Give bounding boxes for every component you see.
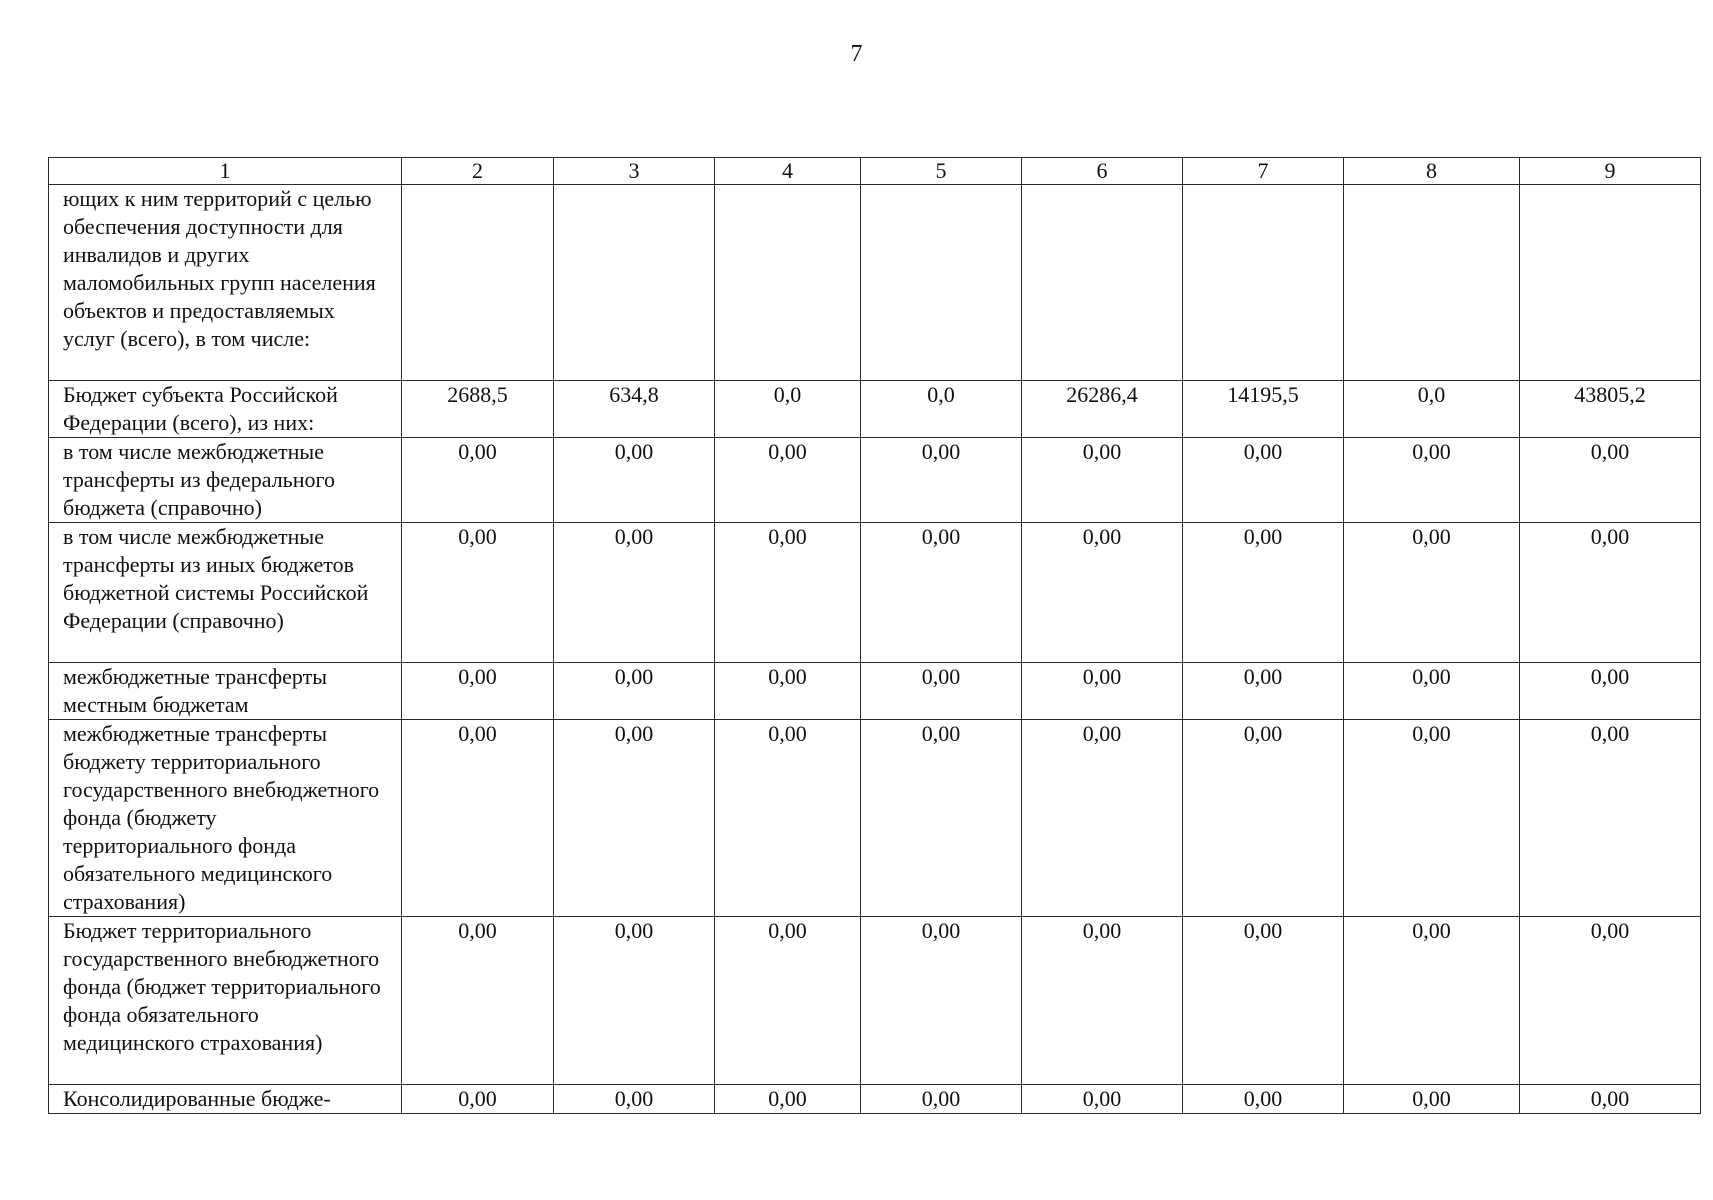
table-cell: 0,00: [861, 720, 1022, 917]
table-cell: 0,00: [1022, 438, 1183, 523]
column-header: 1: [49, 158, 402, 185]
row-label: ющих к ним территорий с целью обеспечения доступности для инвалидов и других маломобильных групп населения объектов и предоставляемых услуг (всего), в том числе:: [49, 185, 402, 381]
table-cell: 0,0: [861, 381, 1022, 438]
table-cell: 0,00: [402, 917, 554, 1085]
table-cell: 0,00: [1183, 720, 1344, 917]
table-cell: 634,8: [554, 381, 715, 438]
table-cell: 0,00: [861, 523, 1022, 663]
row-label: Бюджет территориального государственного внебюджетного фонда (бюджет территориального фонда обязательного медицинского страхования): [49, 917, 402, 1085]
table-cell: 0,0: [1344, 381, 1520, 438]
table-cell: 0,00: [715, 720, 861, 917]
table-cell: 0,00: [1344, 1085, 1520, 1114]
table-cell: 0,00: [1520, 663, 1701, 720]
table-cell: 0,00: [715, 438, 861, 523]
table-row: [49, 185, 1701, 381]
table-cell: 0,00: [1183, 663, 1344, 720]
column-header: 6: [1022, 158, 1183, 185]
table-cell: 0,00: [1022, 917, 1183, 1085]
table-cell: 0,00: [1344, 720, 1520, 917]
column-header: 3: [554, 158, 715, 185]
table-cell: 14195,5: [1183, 381, 1344, 438]
table-cell: [1344, 185, 1520, 381]
row-label: в том числе межбюджетные трансферты из иных бюджетов бюджетной системы Российской Федерации (справочно): [49, 523, 402, 663]
table-cell: [402, 185, 554, 381]
budget-table: [48, 157, 1701, 1114]
table-cell: 0,00: [554, 438, 715, 523]
table-row: [49, 381, 1701, 438]
table-cell: 0,00: [1520, 720, 1701, 917]
table-cell: [1022, 185, 1183, 381]
table-cell: 0,00: [861, 663, 1022, 720]
table-cell: 0,00: [1520, 1085, 1701, 1114]
column-header: 7: [1183, 158, 1344, 185]
column-header: 9: [1520, 158, 1701, 185]
table-cell: 0,00: [1022, 523, 1183, 663]
table-cell: 0,00: [554, 917, 715, 1085]
table-cell: 0,00: [1183, 917, 1344, 1085]
table-cell: 0,00: [402, 438, 554, 523]
table-cell: 0,00: [861, 917, 1022, 1085]
table-row: [49, 438, 1701, 523]
table-cell: 0,00: [1344, 438, 1520, 523]
table-cell: 0,00: [554, 523, 715, 663]
table-row: [49, 523, 1701, 663]
table-row: [49, 663, 1701, 720]
row-label: в том числе межбюджетные трансферты из федерального бюджета (справочно): [49, 438, 402, 523]
table-cell: 0,00: [1022, 1085, 1183, 1114]
table-cell: 0,00: [1520, 438, 1701, 523]
row-label: межбюджетные трансферты бюджету территориального государственного внебюджетного фонда (бюджету территориального фонда обязательного медицинского страхования): [49, 720, 402, 917]
table-cell: 0,00: [1520, 523, 1701, 663]
table-cell: 0,00: [715, 1085, 861, 1114]
row-label: межбюджетные трансферты местным бюджетам: [49, 663, 402, 720]
column-header: 4: [715, 158, 861, 185]
table-cell: 0,00: [554, 663, 715, 720]
table-cell: 0,00: [402, 663, 554, 720]
table-cell: 0,00: [1183, 523, 1344, 663]
table-cell: 0,00: [1520, 917, 1701, 1085]
table-cell: [861, 185, 1022, 381]
table-cell: 0,00: [861, 438, 1022, 523]
column-header: 2: [402, 158, 554, 185]
table-cell: 0,00: [1344, 523, 1520, 663]
table-cell: 0,00: [1344, 917, 1520, 1085]
table-cell: 0,00: [402, 523, 554, 663]
table-cell: 0,00: [1183, 1085, 1344, 1114]
table-cell: 26286,4: [1022, 381, 1183, 438]
table-header-row: [49, 158, 1701, 185]
table-cell: 0,00: [715, 663, 861, 720]
table-cell: [1183, 185, 1344, 381]
table-cell: 2688,5: [402, 381, 554, 438]
table-cell: 0,00: [1344, 663, 1520, 720]
table-cell: 0,00: [554, 720, 715, 917]
table-row: [49, 720, 1701, 917]
table-cell: 0,00: [554, 1085, 715, 1114]
table-cell: 0,0: [715, 381, 861, 438]
table-cell: 0,00: [1183, 438, 1344, 523]
table-cell: 43805,2: [1520, 381, 1701, 438]
column-header: 5: [861, 158, 1022, 185]
table-cell: 0,00: [715, 523, 861, 663]
table-cell: 0,00: [1022, 663, 1183, 720]
table-cell: 0,00: [402, 1085, 554, 1114]
table-cell: [1520, 185, 1701, 381]
table-row: [49, 917, 1701, 1085]
table-cell: 0,00: [861, 1085, 1022, 1114]
table-row: [49, 1085, 1701, 1114]
page-number: 7: [850, 41, 863, 67]
table-cell: 0,00: [1022, 720, 1183, 917]
column-header: 8: [1344, 158, 1520, 185]
table-cell: 0,00: [402, 720, 554, 917]
table-cell: [715, 185, 861, 381]
table-cell: 0,00: [715, 917, 861, 1085]
row-label: Консолидированные бюдже-: [49, 1085, 402, 1114]
row-label: Бюджет субъекта Российской Федерации (всего), из них:: [49, 381, 402, 438]
table-cell: [554, 185, 715, 381]
